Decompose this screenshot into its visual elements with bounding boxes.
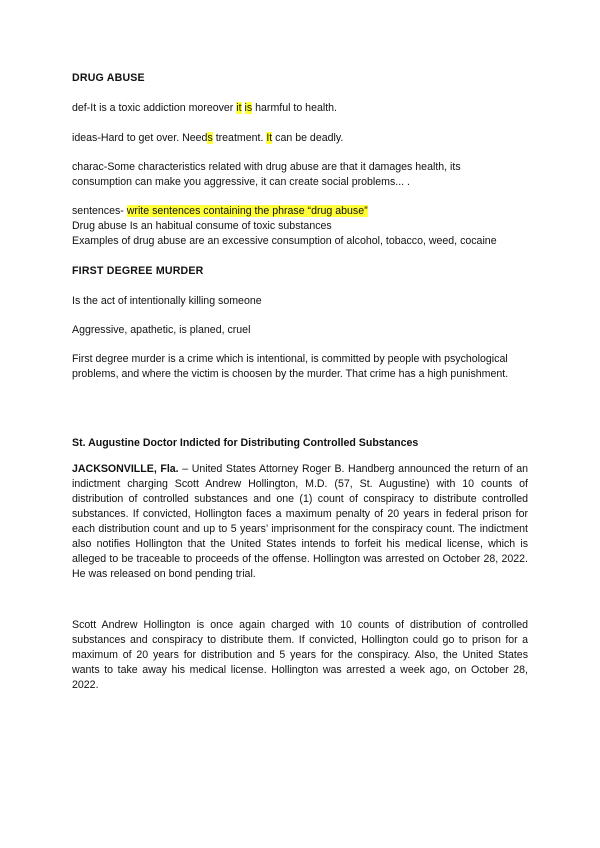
drug-abuse-characteristics: charac-Some characteristics related with drug abuse are that it damages health, its consumption can make you aggressive, it can create social problems... . (72, 161, 461, 188)
article-title: St. Augustine Doctor Indicted for Distributing Controlled Substances (72, 437, 419, 449)
drug-abuse-sentence-1: Drug abuse Is an habitual consume of toxic substances (72, 220, 332, 232)
highlight: it (236, 102, 242, 114)
drug-abuse-sentence-2: Examples of drug abuse are an excessive consumption of alcohol, tobacco, weed, cocaine (72, 235, 497, 247)
article-summary: Scott Andrew Hollington is once again charged with 10 counts of distribution of controlled substances and conspiracy to distribute them. If convicted, Hollington could go to prison for a maximum of 20 years for distribution and 5 years for the conspiracy. Also, the United States wants to take away his medical license. Hollington was arrested a week ago, on October 28, 2022. (72, 619, 528, 691)
highlight: write sentences containing the phrase “drug abuse” (126, 205, 368, 217)
murder-definition: Is the act of intentionally killing someone (72, 295, 262, 307)
drug-abuse-sentences-label: sentences- write sentences containing the phrase “drug abuse” (72, 205, 368, 217)
article-dateline: JACKSONVILLE, Fla. (72, 463, 179, 475)
highlight: s (207, 132, 213, 144)
murder-paragraph: First degree murder is a crime which is intentional, is committed by people with psychological problems, and where the victim is choosen by the murder. That crime has a high punishment. (72, 353, 509, 380)
drug-abuse-definition: def-It is a toxic addiction moreover it is harmful to health. (72, 102, 337, 114)
highlight: is (244, 102, 253, 114)
murder-heading: FIRST DEGREE MURDER (72, 265, 204, 277)
highlight: It (266, 132, 273, 144)
article-body: JACKSONVILLE, Fla. – United States Attorney Roger B. Handberg announced the return of an indictment charging Scott Andrew Hollington, M.D. (57, St. Augustine) with 10 counts of distribution of controlled substances and one (1) count of conspiracy to distribute controlled substances. If convicted, Hollington faces a maximum penalty of 20 years in federal prison for each distribution count and up to 5 years’ imprisonment for the conspiracy count. The indictment also notifies Hollington that the United States intends to forfeit his medical license, which is alleged to be traceable to proceeds of the offense. Hollington was arrested on October 28, 2022. He was released on bond pending trial. (72, 463, 529, 580)
murder-adjectives: Aggressive, apathetic, is planed, cruel (72, 324, 251, 336)
drug-abuse-ideas: ideas-Hard to get over. Needs treatment. It can be deadly. (72, 132, 344, 144)
drug-abuse-heading: DRUG ABUSE (72, 72, 145, 84)
